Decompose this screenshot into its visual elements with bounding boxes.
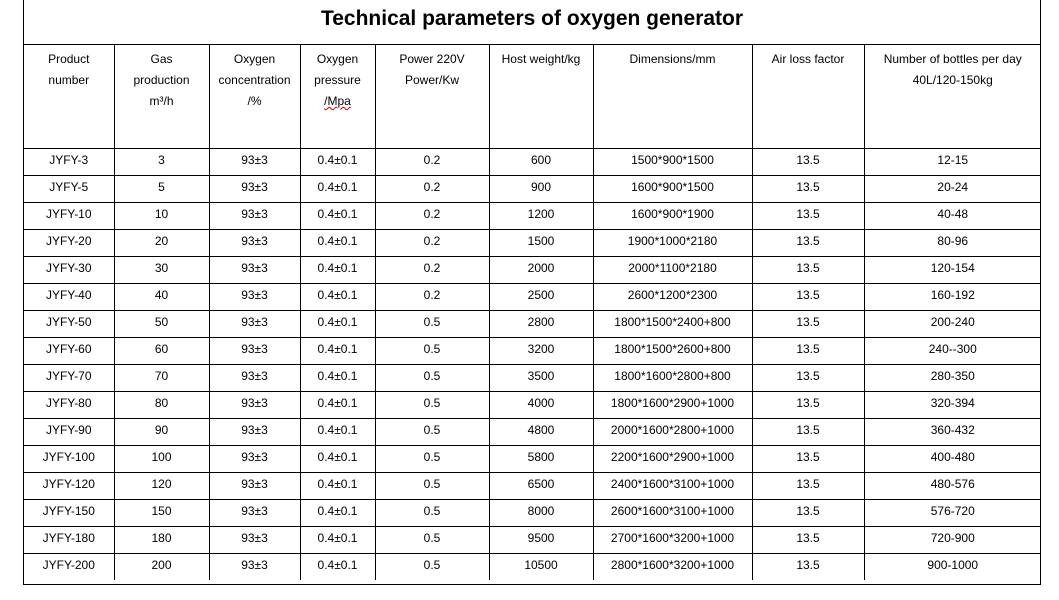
table-row (24, 553, 1041, 580)
cell-product-number: JYFY-150 (24, 499, 114, 526)
cell-bottles-per-day: 240--300 (864, 337, 1041, 364)
cell-bottles-per-day: 80-96 (864, 229, 1041, 256)
cell-oxygen-concentration: 93±3 (209, 148, 300, 175)
column-header-line: Dimensions/mm (629, 52, 716, 66)
column-header-host-weight (489, 45, 593, 148)
table-body (24, 148, 1041, 580)
column-header-line: Number of bottles per day (883, 52, 1022, 66)
cell-oxygen-pressure: 0.4±0.1 (300, 229, 375, 256)
cell-bottles-per-day: 720-900 (864, 526, 1041, 553)
column-header-air-loss-factor (752, 45, 864, 148)
column-header-line: Oxygen (316, 52, 359, 66)
cell-power: 0.2 (375, 148, 489, 175)
cell-product-number: JYFY-70 (24, 364, 114, 391)
cell-air-loss-factor: 13.5 (752, 229, 864, 256)
column-header-line: pressure (314, 73, 361, 87)
cell-air-loss-factor: 13.5 (752, 472, 864, 499)
cell-air-loss-factor: 13.5 (752, 526, 864, 553)
column-header-line: Host weight/kg (501, 52, 581, 66)
cell-bottles-per-day: 900-1000 (927, 557, 979, 572)
column-header-product-number (24, 45, 114, 148)
cell-power: 0.5 (375, 472, 489, 499)
cell-oxygen-pressure: 0.4±0.1 (300, 553, 375, 580)
cell-host-weight: 10500 (489, 553, 593, 580)
cell-dimensions: 1800*1500*2400+800 (593, 310, 752, 337)
cell-gas-production: 60 (114, 337, 209, 364)
table-row (24, 364, 1041, 391)
cell-dimensions: 2700*1600*3200+1000 (593, 526, 752, 553)
table-row (24, 310, 1041, 337)
cell-product-number: JYFY-3 (24, 148, 114, 175)
cell-air-loss-factor: 13.5 (752, 148, 864, 175)
cell-power: 0.5 (375, 337, 489, 364)
cell-dimensions: 2200*1600*2900+1000 (593, 445, 752, 472)
cell-host-weight: 2000 (489, 256, 593, 283)
header-row (24, 45, 1041, 148)
cell-host-weight: 3200 (489, 337, 593, 364)
cell-oxygen-pressure: 0.4±0.1 (300, 283, 375, 310)
column-header-line: Power 220V (399, 52, 465, 66)
cell-air-loss-factor: 13.5 (752, 202, 864, 229)
cell-oxygen-concentration: 93±3 (209, 553, 300, 580)
cell-gas-production: 90 (114, 418, 209, 445)
cell-gas-production: 200 (114, 553, 209, 580)
cell-power: 0.2 (375, 175, 489, 202)
cell-power: 0.5 (375, 553, 489, 580)
cell-oxygen-concentration: 93±3 (209, 472, 300, 499)
cell-product-number: JYFY-10 (24, 202, 114, 229)
cell-bottles-per-day: 320-394 (864, 391, 1041, 418)
cell-dimensions: 1800*1600*2900+1000 (593, 391, 752, 418)
column-header-line: Product (48, 52, 90, 66)
cell-air-loss-factor: 13.5 (752, 391, 864, 418)
cell-host-weight: 9500 (489, 526, 593, 553)
cell-product-number: JYFY-30 (24, 256, 114, 283)
cell-oxygen-pressure: 0.4±0.1 (300, 445, 375, 472)
column-header-line: Oxygen (233, 52, 276, 66)
cell-bottles-per-day: 40-48 (864, 202, 1041, 229)
cell-host-weight: 2500 (489, 283, 593, 310)
cell-bottles-per-day: 20-24 (864, 175, 1041, 202)
cell-gas-production: 20 (114, 229, 209, 256)
cell-dimensions: 2000*1600*2800+1000 (593, 418, 752, 445)
table-row (24, 472, 1041, 499)
cell-power: 0.5 (375, 526, 489, 553)
table-row (24, 445, 1041, 472)
column-header-line: m³/h (149, 94, 174, 108)
cell-dimensions: 1500*900*1500 (593, 148, 752, 175)
cell-host-weight: 600 (489, 148, 593, 175)
cell-gas-production: 5 (114, 175, 209, 202)
cell-oxygen-pressure: 0.4±0.1 (300, 202, 375, 229)
cell-bottles-per-day: 120-154 (864, 256, 1041, 283)
cell-air-loss-factor: 13.5 (752, 553, 864, 580)
cell-host-weight: 4800 (489, 418, 593, 445)
cell-air-loss-factor: 13.5 (752, 418, 864, 445)
parameters-table (24, 45, 1041, 580)
column-header-bottles-per-day (864, 45, 1041, 148)
table-row (24, 202, 1041, 229)
cell-host-weight: 1200 (489, 202, 593, 229)
column-header-line: concentration (218, 73, 291, 87)
column-header-line: Power/Kw (404, 73, 460, 87)
cell-product-number: JYFY-50 (24, 310, 114, 337)
cell-gas-production: 180 (114, 526, 209, 553)
cell-oxygen-concentration: 93±3 (209, 337, 300, 364)
column-header-line: 40L/120-150kg (912, 73, 993, 87)
cell-gas-production: 10 (114, 202, 209, 229)
cell-oxygen-pressure: 0.4±0.1 (300, 391, 375, 418)
cell-host-weight: 3500 (489, 364, 593, 391)
column-header-line: /Mpa (324, 94, 351, 108)
cell-oxygen-concentration: 93±3 (209, 229, 300, 256)
column-header-gas-production (114, 45, 209, 148)
cell-gas-production: 150 (114, 499, 209, 526)
cell-dimensions: 2600*1200*2300 (593, 283, 752, 310)
cell-product-number: JYFY-20 (24, 229, 114, 256)
table-row (24, 418, 1041, 445)
cell-product-number: JYFY-200 (24, 553, 114, 580)
cell-oxygen-pressure: 0.4±0.1 (300, 526, 375, 553)
cell-oxygen-concentration: 93±3 (209, 202, 300, 229)
cell-gas-production: 80 (114, 391, 209, 418)
cell-bottles-per-day: 360-432 (864, 418, 1041, 445)
cell-air-loss-factor: 13.5 (752, 499, 864, 526)
cell-product-number: JYFY-90 (24, 418, 114, 445)
column-header-dimensions (593, 45, 752, 148)
cell-host-weight: 8000 (489, 499, 593, 526)
cell-bottles-per-day: 480-576 (864, 472, 1041, 499)
column-header-line: production (133, 73, 190, 87)
cell-dimensions: 2000*1100*2180 (593, 256, 752, 283)
cell-oxygen-concentration: 93±3 (209, 445, 300, 472)
cell-host-weight: 5800 (489, 445, 593, 472)
column-header-line: Air loss factor (771, 52, 845, 66)
table-row (24, 256, 1041, 283)
cell-product-number: JYFY-180 (24, 526, 114, 553)
cell-oxygen-concentration: 93±3 (209, 175, 300, 202)
cell-power: 0.5 (375, 418, 489, 445)
cell-air-loss-factor: 13.5 (752, 175, 864, 202)
cell-oxygen-concentration: 93±3 (209, 418, 300, 445)
cell-power: 0.5 (375, 445, 489, 472)
cell-gas-production: 30 (114, 256, 209, 283)
table-row (24, 229, 1041, 256)
cell-oxygen-concentration: 93±3 (209, 364, 300, 391)
cell-dimensions: 1800*1600*2800+800 (593, 364, 752, 391)
cell-power: 0.2 (375, 202, 489, 229)
table-row (24, 175, 1041, 202)
cell-oxygen-concentration: 93±3 (209, 391, 300, 418)
cell-power: 0.5 (375, 499, 489, 526)
cell-host-weight: 6500 (489, 472, 593, 499)
cell-bottles-per-day: 280-350 (864, 364, 1041, 391)
cell-oxygen-pressure: 0.4±0.1 (300, 337, 375, 364)
cell-dimensions: 1600*900*1500 (593, 175, 752, 202)
cell-gas-production: 50 (114, 310, 209, 337)
cell-power: 0.5 (375, 391, 489, 418)
table-row (24, 526, 1041, 553)
cell-power: 0.2 (375, 283, 489, 310)
cell-product-number: JYFY-40 (24, 283, 114, 310)
cell-dimensions: 2400*1600*3100+1000 (593, 472, 752, 499)
table-row (24, 337, 1041, 364)
cell-dimensions: 1600*900*1900 (593, 202, 752, 229)
cell-oxygen-concentration: 93±3 (209, 310, 300, 337)
cell-oxygen-pressure: 0.4±0.1 (300, 472, 375, 499)
cell-power: 0.2 (375, 229, 489, 256)
column-header-oxygen-concentration (209, 45, 300, 148)
cell-air-loss-factor: 13.5 (752, 337, 864, 364)
cell-host-weight: 1500 (489, 229, 593, 256)
cell-gas-production: 70 (114, 364, 209, 391)
cell-gas-production: 40 (114, 283, 209, 310)
cell-oxygen-pressure: 0.4±0.1 (300, 310, 375, 337)
table-row (24, 391, 1041, 418)
cell-bottles-per-day: 160-192 (864, 283, 1041, 310)
cell-oxygen-concentration: 93±3 (209, 526, 300, 553)
cell-air-loss-factor: 13.5 (752, 445, 864, 472)
cell-product-number: JYFY-120 (24, 472, 114, 499)
cell-product-number: JYFY-80 (24, 391, 114, 418)
column-header-oxygen-pressure (300, 45, 375, 148)
cell-oxygen-pressure: 0.4±0.1 (300, 364, 375, 391)
cell-oxygen-pressure: 0.4±0.1 (300, 175, 375, 202)
cell-air-loss-factor: 13.5 (752, 283, 864, 310)
cell-gas-production: 3 (114, 148, 209, 175)
cell-product-number: JYFY-60 (24, 337, 114, 364)
cell-bottles-per-day: 576-720 (864, 499, 1041, 526)
cell-oxygen-concentration: 93±3 (209, 499, 300, 526)
cell-oxygen-concentration: 93±3 (209, 283, 300, 310)
cell-oxygen-pressure: 0.4±0.1 (300, 499, 375, 526)
cell-oxygen-pressure: 0.4±0.1 (300, 256, 375, 283)
cell-air-loss-factor: 13.5 (752, 364, 864, 391)
column-header-line: /% (247, 94, 262, 108)
cell-host-weight: 2800 (489, 310, 593, 337)
table-row (24, 283, 1041, 310)
cell-power: 0.5 (375, 310, 489, 337)
column-header-power (375, 45, 489, 148)
cell-gas-production: 100 (114, 445, 209, 472)
cell-power: 0.2 (375, 256, 489, 283)
cell-oxygen-concentration: 93±3 (209, 256, 300, 283)
cell-gas-production: 120 (114, 472, 209, 499)
cell-air-loss-factor: 13.5 (752, 310, 864, 337)
cell-dimensions: 2800*1600*3200+1000 (593, 553, 752, 580)
cell-bottles-per-day: 12-15 (864, 148, 1041, 175)
cell-product-number: JYFY-100 (24, 445, 114, 472)
spec-sheet (23, 0, 1041, 585)
cell-dimensions: 2600*1600*3100+1000 (593, 499, 752, 526)
cell-dimensions: 1900*1000*2180 (593, 229, 752, 256)
cell-host-weight: 900 (489, 175, 593, 202)
cell-power: 0.5 (375, 364, 489, 391)
cell-oxygen-pressure: 0.4±0.1 (300, 148, 375, 175)
column-header-line: number (48, 73, 90, 87)
column-header-line: Gas (150, 52, 173, 66)
cell-bottles-per-day: 400-480 (864, 445, 1041, 472)
cell-product-number: JYFY-5 (24, 175, 114, 202)
table-row (24, 148, 1041, 175)
cell-air-loss-factor: 13.5 (752, 256, 864, 283)
table-title: Technical parameters of oxygen generator (24, 0, 1040, 45)
cell-host-weight: 4000 (489, 391, 593, 418)
cell-dimensions: 1800*1500*2600+800 (593, 337, 752, 364)
cell-bottles-per-day: 200-240 (864, 310, 1041, 337)
cell-oxygen-pressure: 0.4±0.1 (300, 418, 375, 445)
table-row (24, 499, 1041, 526)
